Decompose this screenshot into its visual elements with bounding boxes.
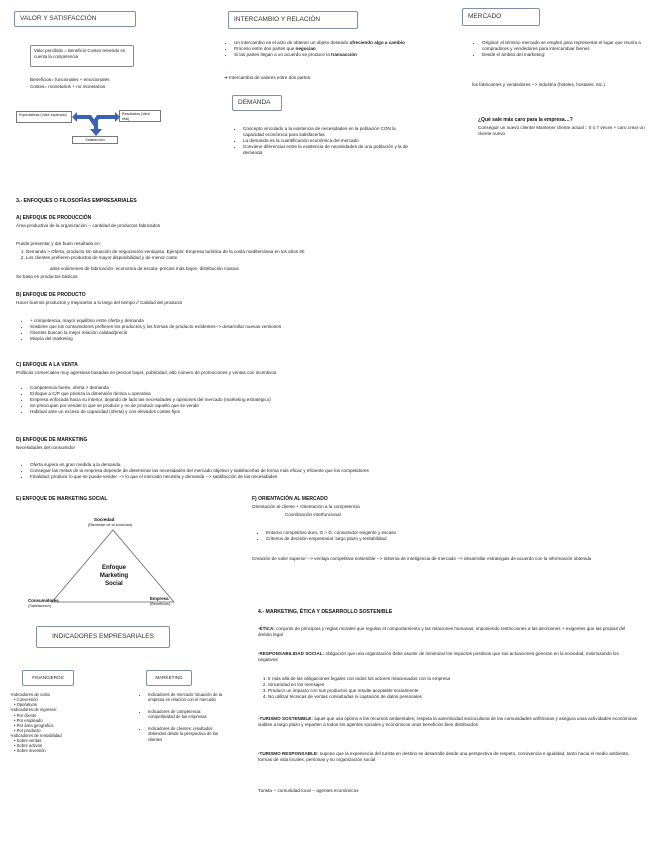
resultados-box xyxy=(119,110,161,122)
demanda-item: • La demanda es la cuantificación económica del mercado xyxy=(243,138,413,144)
sociedad-sub: (Bienestar de la sociedad) xyxy=(88,523,133,527)
arrow-right-head xyxy=(115,112,120,122)
empresa-label: Empresa xyxy=(150,596,169,601)
enfoque-f-end: Creación de valor superior --> ventaja competitiva sostenible --> sistema de inteligencia de mercado --> desarrollar estrategias de acuerdo con la información obtenida xyxy=(252,556,592,561)
mercado-item: • Desde el ámbito del marketing: xyxy=(482,52,652,58)
valor-benefits: Beneficios= funcionales + emocionales xyxy=(30,77,110,82)
expectativas-label: Expectativas (Valor esperado) xyxy=(19,113,67,117)
enfoque-b-list xyxy=(20,318,510,342)
arrow-down-head xyxy=(90,129,102,136)
enfoque-d-item: • Oferta supera en gran medida a la demanda xyxy=(30,462,630,468)
enfoque-a-item: 2. Los clientes prefieren productos de mayor disponibilidad y de menor coste xyxy=(26,255,506,261)
enfoque-c-title: C) ENFOQUE A LA VENTA xyxy=(16,362,78,368)
mercado-question: ¿Qué sale más caro para la empresa…? xyxy=(478,117,573,123)
enfoque-c-item: • Habitual ante un exceso de capacidad (oferta) y con elevados costes fijos xyxy=(30,409,550,415)
enfoque-e-title: E) ENFOQUE DE MARKETING SOCIAL xyxy=(16,496,108,502)
marketing-item: • Indicadores de competencia: competitividad de las empresas xyxy=(148,709,228,720)
sostenible-end: Turista -- comunidad local -- agentes económicos xyxy=(258,788,359,793)
turismo-responsable-paragraph: -TURISMO RESPONSABLE: supone que la experiencia del turista en destino se desarrolle desde una perspectiva de respeto, convivencia e igualdad, tanto hacia el medio ambiente, formas de vida locales, personas y su organización social xyxy=(258,751,630,762)
arrow-left-head xyxy=(72,112,77,122)
enfoque-c-item: • Enfoque a C/P que prioriza la dimensión táctica u operativa xyxy=(30,391,550,397)
enfoque-d-item: • Finalidad: producir lo que se puede vender --> lo que el mercado necesita y demanda --> satisfacción de las necesidades xyxy=(30,474,630,480)
rse-item: 4. No utilizar técnicas de ventas consultadas ni captación de datos personales xyxy=(268,694,628,700)
enfoque-f-list xyxy=(256,530,626,542)
sociedad-label: Sociedad xyxy=(94,517,115,522)
arrow-right-icon: ➔ xyxy=(224,75,228,80)
mercado-title: MERCADO xyxy=(468,12,502,20)
enfoque-f-line2: Coordinación interfuncional xyxy=(285,512,341,517)
demanda-item: • Conviene diferenciar entre la existencia de necesidades de una población y la de demanda xyxy=(243,144,413,156)
enfoque-a-intro: Área productiva de la organización -- cantidad de productos fabricados xyxy=(16,223,161,228)
valor-formula-box xyxy=(30,45,134,67)
financieros-line: • Conversión xyxy=(14,697,38,703)
enfoque-c-item: • Se preocupan por vender lo que se produce y no de producir aquello que se vende xyxy=(30,403,550,409)
financieros-line: • Sobre activos xyxy=(14,743,42,749)
marketing-title-box xyxy=(146,670,192,686)
mercado-list xyxy=(472,40,652,58)
financieros-line: • Operativos xyxy=(14,702,37,708)
marketing-item: • Indicadores de mercado: situación de la empresa en relación con el mercado xyxy=(148,692,228,703)
financieros-line: • Por empleado xyxy=(14,717,43,723)
valor-title-box xyxy=(14,11,136,27)
demanda-item: • Concepto vinculado a la existencia de necesidades en la población CON la capacidad económica para satisfacerlas xyxy=(243,126,413,138)
mercado-title-box xyxy=(462,8,540,26)
rse-item: 2. Sinceridad en los mensajes xyxy=(268,682,628,688)
demanda-list xyxy=(233,126,413,156)
marketing-item: • Indicadores de clientes: resultados obtenidos desde la perspectiva de los clientes xyxy=(148,726,228,742)
turismo-sostenible-paragraph: -TURISMO SOSTENIBLE: aquel que usa óptimo a los recursos ambientales, respeta la autenticidad sociocultural de las comunidades anfitrionas y asegura unas actividades económicas viables a largo plazo y reparten a todos los agentes sociales y económicos unos beneficios bien distribuidos xyxy=(258,716,637,727)
enfoque-d-title: D) ENFOQUE DE MARKETING xyxy=(16,437,88,443)
mercado-answer: Conseguir un nuevo cliente/ Mantener cliente actual :: 5 o 7 veces + caro crear un cliente nuevo xyxy=(478,125,645,136)
satisfaccion-box xyxy=(72,136,118,144)
enfoque-f-line1: Orientación al cliente + Orientación a la competencia xyxy=(252,504,360,509)
intercambio-arrow-item: ➔ Intercambio de valores entre dos partes xyxy=(224,75,311,80)
rse-item: 3. Producir un impacto con sus productos que resulte aceptable socialmente xyxy=(268,688,628,694)
etica-paragraph: -ÉTICA: conjunto de principios y reglas morales que regulan el comportamiento y las relaciones humanas, imponiendo restricciones a las decisiones + exigentes que las propias del ámbito legal xyxy=(258,626,626,637)
consumidores-sub: (Satisfacción) xyxy=(28,604,52,608)
sostenible-title: 4.- MARKETING, ÉTICA Y DESARROLLO SOSTENIBLE xyxy=(258,609,393,615)
enfoque-b-item: • Miopía del marketing xyxy=(30,336,510,342)
financieros-line: • Sobre inversión xyxy=(14,748,46,754)
resultados-label: Resultados (Valor real) xyxy=(122,112,151,121)
enfoque-b-title: B) ENFOQUE DE PRODUCTO xyxy=(16,292,86,298)
satisfaccion-label: Satisfacción xyxy=(85,138,105,142)
enfoque-d-item: • Conseguir las metas de la empresa depende de determinar las necesidades del mercado objetivo y satisfacerlas de forma más eficaz y eficiente que los competidores xyxy=(30,468,630,474)
enfoque-b-item: • Clientes buscan la mejor relación calidad/precio xyxy=(30,330,510,336)
intercambio-item: • Proceso entre dos partes que negocian xyxy=(234,46,444,52)
indicadores-title: INDICADORES EMPRESARIALES xyxy=(52,632,154,640)
enfoque-a-item: 1. Demanda > Oferta, producto sin situación de negociación ventajosa. Ejemplo: Empresa turística de la costa mediterránea en los años 60 xyxy=(26,249,506,255)
financieros-list xyxy=(10,692,120,754)
enfoque-d-intro: Necesidades del consumidor xyxy=(16,445,75,450)
turismo-responsable-label: -TURISMO RESPONSABLE: xyxy=(258,751,319,756)
enfoque-c-item: • Competencia fuerte, oferta > demanda xyxy=(30,385,550,391)
valor-diagram-arrows xyxy=(72,109,120,137)
rse-paragraph: -RESPONSABILIDAD SOCIAL: obligación que una organización debe asumir de minimizar los impactos positivos que sus actuaciones generan en la sociedad, minimizando los negativos xyxy=(258,651,619,662)
intercambio-title-box xyxy=(228,11,358,29)
enfoque-f-title: F) ORIENTACIÓN AL MERCADO xyxy=(252,496,328,502)
valor-title: VALOR Y SATISFACCIÓN xyxy=(20,14,97,22)
financieros-title: FINANCIEROS xyxy=(32,675,64,681)
enfoque-c-intro: Políticas comerciales muy agresivas basadas en precios bajos, publicidad, alto número de promociones y ventas con incentivos. xyxy=(16,370,278,375)
triangle-center: Enfoque Marketing Social xyxy=(99,565,129,587)
financieros-line: • Por producto xyxy=(14,727,41,733)
financieros-line: • Por área geográfica xyxy=(14,722,54,728)
financieros-line: • Por cliente xyxy=(14,712,37,718)
enfoque-a-end: Se basa en productos básicos xyxy=(16,274,78,279)
enfoque-a-sub: altos volúmenes de fabricación- economía de escala- precios más bajos- distribución masiva xyxy=(50,266,239,271)
financieros-line: -Indicadores de costo xyxy=(10,692,51,697)
enfoques-title: 3.- ENFOQUES O FILOSOFÍAS EMPRESARIALES xyxy=(16,198,137,204)
enfoque-d-list xyxy=(20,462,630,480)
enfoque-c-list xyxy=(20,385,550,415)
indicadores-title-box xyxy=(36,626,170,648)
financieros-title-box xyxy=(22,670,74,686)
marketing-list xyxy=(138,692,228,742)
financieros-line: -Indicadores de ingresos: xyxy=(10,707,58,713)
etica-label: -ÉTICA: xyxy=(258,626,275,631)
intercambio-item: • Un intercambio es el acto de obtener un objeto deseado ofreciendo algo a cambio xyxy=(234,40,444,46)
financieros-line: -Indicadores de rentabilidad xyxy=(10,733,62,738)
financieros-line: • Sobre ventas xyxy=(14,738,42,744)
enfoque-a-intro2: Puede presentar y dar buen resultado en: xyxy=(16,241,101,246)
valor-formula: Valor percibido = Beneficio-Costes teniendo en cuenta la competencia xyxy=(34,48,126,59)
turismo-sostenible-label: -TURISMO SOSTENIBLE: xyxy=(258,716,313,721)
enfoque-f-item: • Entorno competitivo duro, O > D, consumidor exigente y escaso xyxy=(266,530,626,536)
enfoque-c-item: • Empresa enfocada hacia su interior, dejando de lado las necesidades y opiniones del mercado (marketing estratégico) xyxy=(30,397,550,403)
enfoque-b-intro: Hacer buenos productos y mejorarlos a lo largo del tiempo // Calidad del producto xyxy=(16,300,183,305)
consumidores-label: Consumidores xyxy=(28,598,59,603)
intercambio-title: INTERCAMBIO Y RELACIÓN xyxy=(234,15,321,23)
rse-label: -RESPONSABILIDAD SOCIAL: xyxy=(258,651,325,656)
enfoque-f-item: • Criterios de decisión empresarial: largo plazo y rentabilidad xyxy=(266,536,626,542)
enfoque-a-title: A) ENFOQUE DE PRODUCCIÓN xyxy=(16,215,92,221)
intercambio-list xyxy=(224,40,444,58)
marketing-title: MARKETING xyxy=(155,675,183,681)
enfoque-b-item: • Sostiene que los consumidores prefieren los productos y los formas de producto existentes--> desarrollar nuevas versiones xyxy=(30,324,510,330)
mercado-extra: los fabricantes y vendedores --> industria (hoteles, hostales, etc.) xyxy=(472,82,605,87)
demanda-title: DEMANDA xyxy=(238,98,271,106)
rse-item: 1. Ir más allá de las obligaciones legales con todos los actores relacionados con la empresa xyxy=(268,676,628,682)
expectativas-box xyxy=(16,111,72,123)
valor-costs: Costes= monetarios + no monetarios xyxy=(30,84,106,89)
rse-list xyxy=(258,676,628,700)
empresa-sub: (Beneficios) xyxy=(150,602,171,606)
enfoque-b-item: • + competencia, mayor equilibrio entre oferta y demanda xyxy=(30,318,510,324)
enfoque-a-list xyxy=(16,249,506,261)
demanda-title-box xyxy=(232,95,282,111)
mercado-item: • Original: el término mercado se empleó para representar el lugar que reunía a compradores y vendedores para intercambiar bienes xyxy=(482,40,652,52)
intercambio-item: • Si las partes llegan a un acuerdo se produce la transacción xyxy=(234,52,444,58)
